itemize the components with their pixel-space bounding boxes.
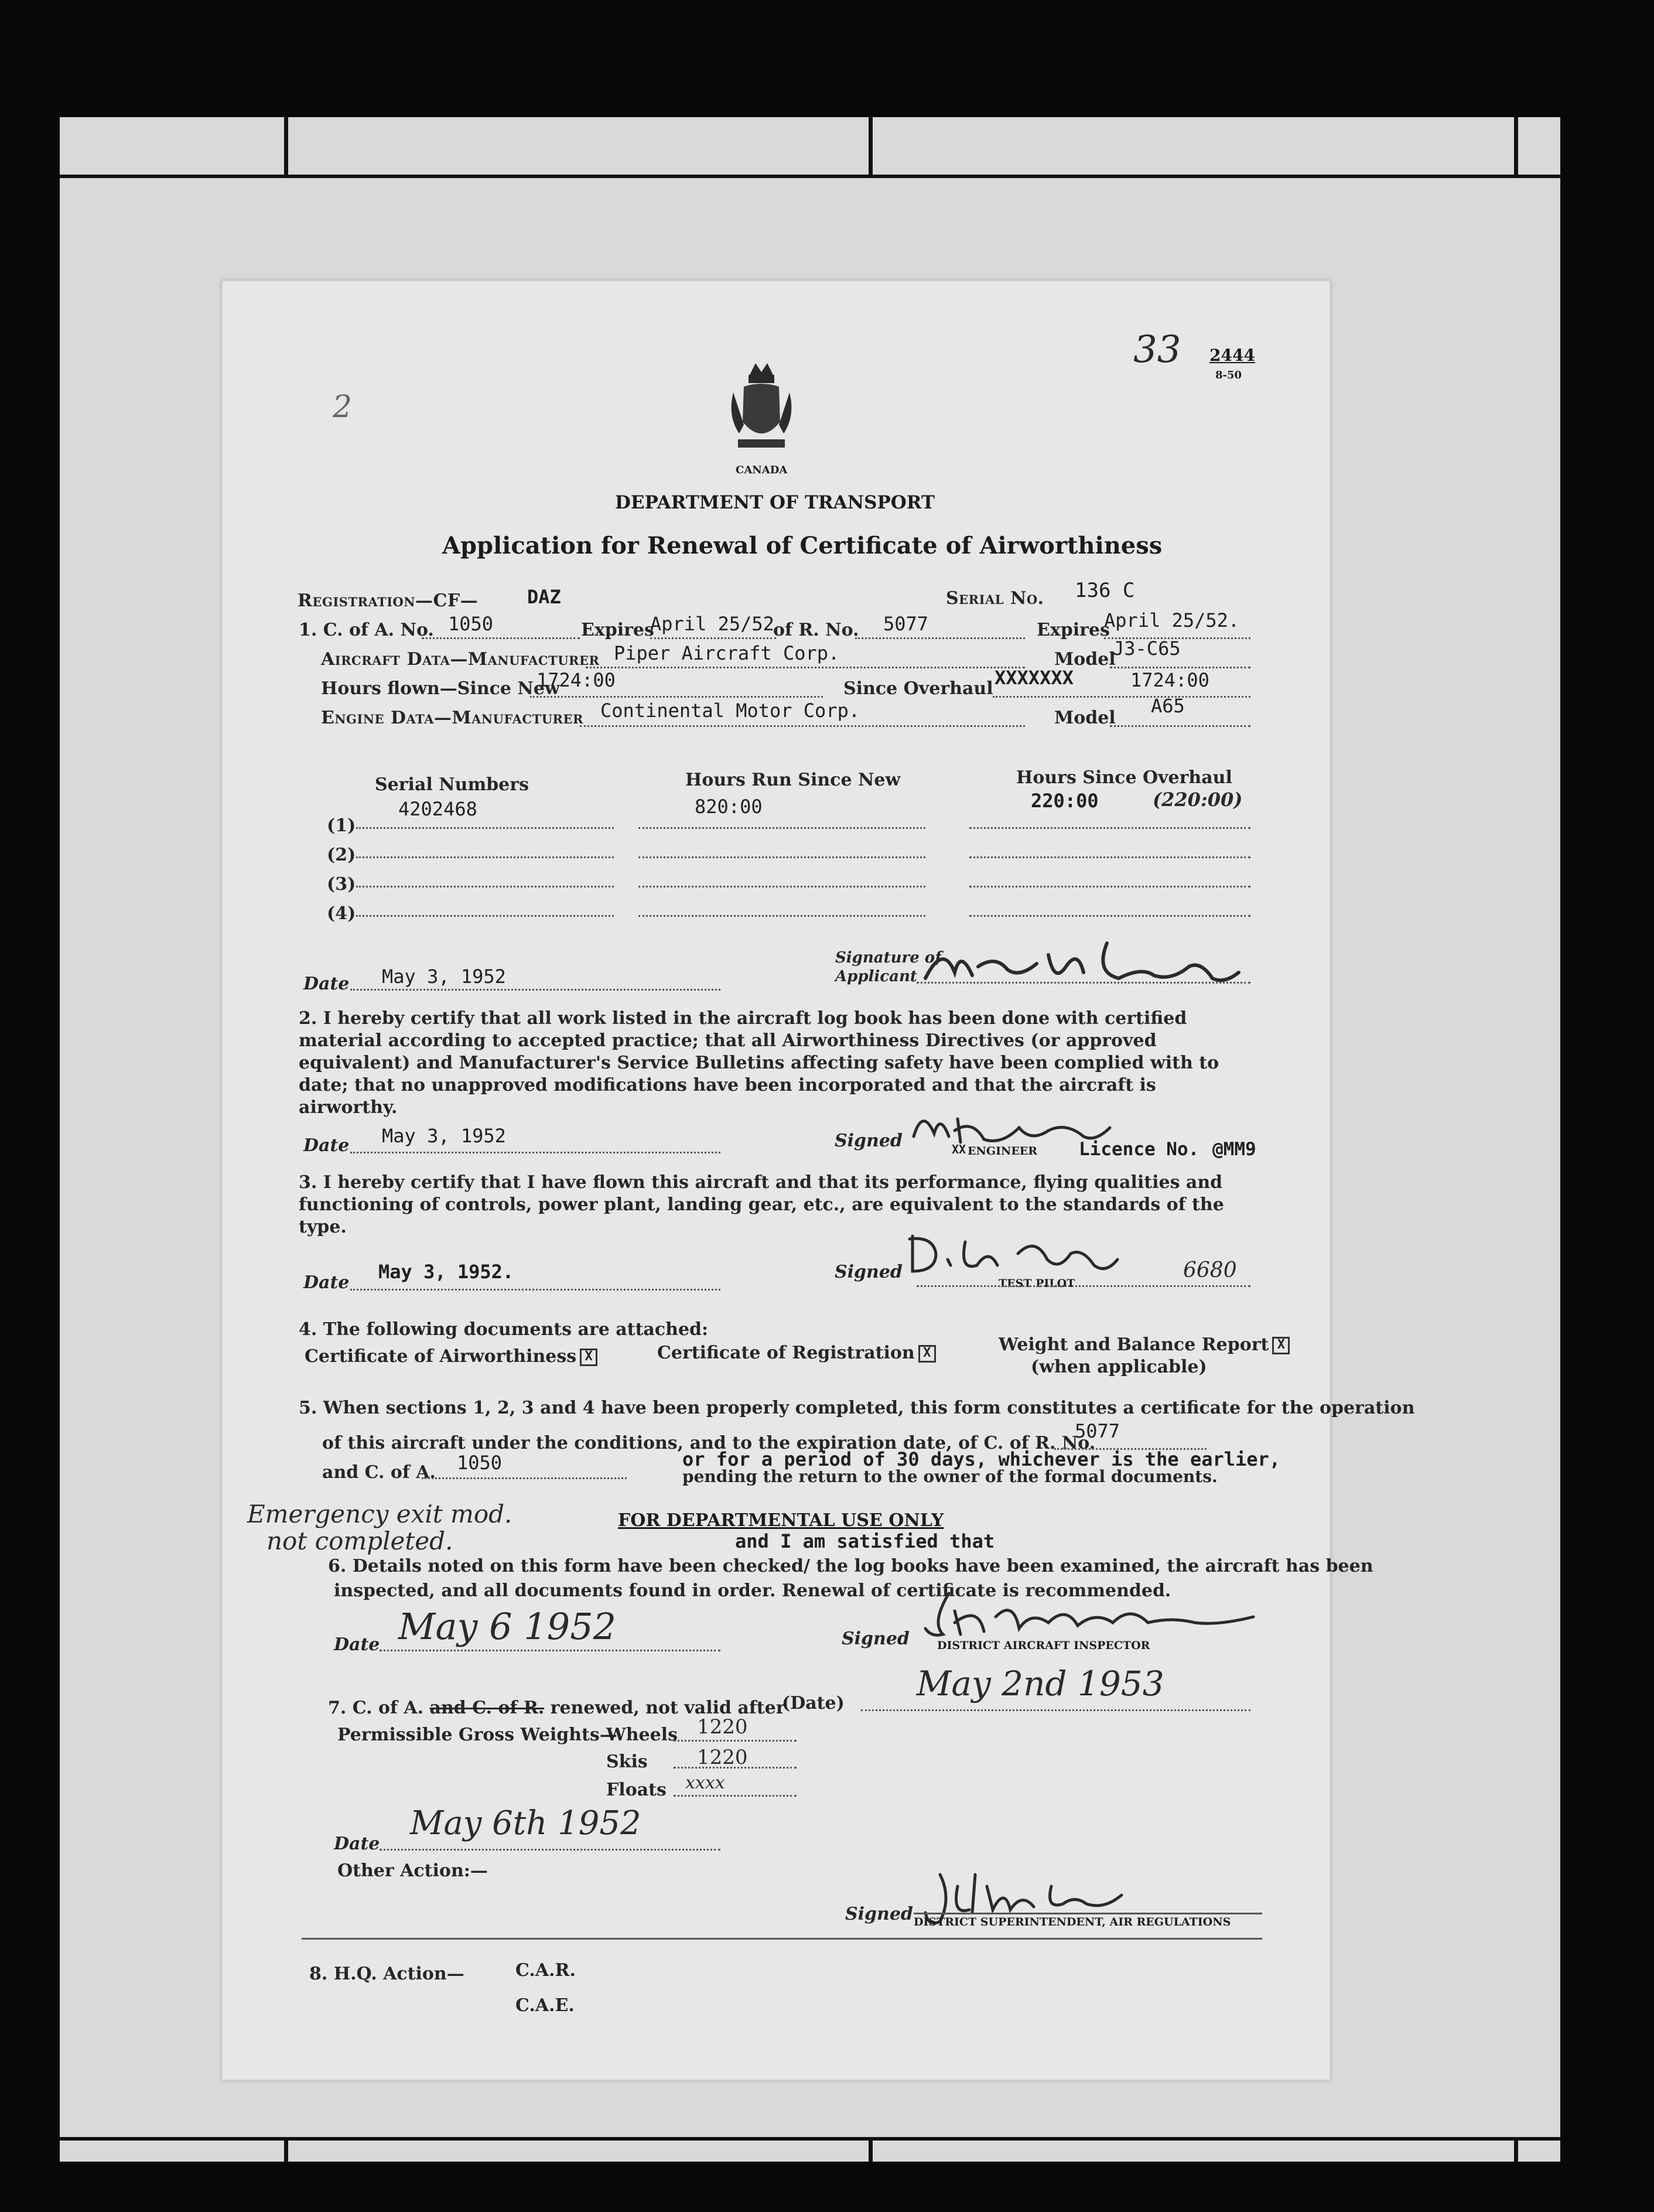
wheels-label: Wheels — [606, 1725, 678, 1745]
frame-line — [1514, 117, 1518, 176]
serial-value: 136 C — [1075, 579, 1135, 602]
skis-label: Skis — [606, 1752, 648, 1772]
frame-line — [869, 117, 873, 176]
frame-line — [284, 117, 288, 176]
date-value-7: May 6th 1952 — [410, 1804, 641, 1842]
department-title: DEPARTMENT OF TRANSPORT — [615, 492, 935, 513]
registration-label: Registration—CF— — [298, 590, 479, 611]
engine-manufacturer-value: Continental Motor Corp. — [600, 699, 860, 722]
section7-renewed: renewed, not valid after — [550, 1698, 785, 1718]
cr-value: 5077 — [883, 613, 929, 635]
frame-line — [284, 2137, 288, 2162]
signed-label-7: Signed — [845, 1904, 913, 1924]
row-number-3: (3) — [327, 874, 356, 895]
section7-date-paren: (Date) — [782, 1693, 845, 1713]
handwritten-mark: 2 — [333, 390, 353, 425]
date-label-2: Date — [303, 1135, 350, 1156]
date-value-6: May 6 1952 — [398, 1605, 617, 1648]
section6-line2: inspected, and all documents found in order. Renewal of certificate is recommended. — [334, 1581, 1171, 1601]
handwritten-note-2: not completed. — [266, 1527, 453, 1555]
frame-line — [60, 175, 1560, 178]
form-number: 2444 — [1209, 346, 1255, 365]
inspector-label: DISTRICT AIRCRAFT INSPECTOR — [937, 1639, 1150, 1652]
hq-action-label: 8. H.Q. Action— — [309, 1964, 464, 1984]
floats-label: Floats — [606, 1780, 667, 1800]
engine-data-label: Engine Data—Manufacturer — [321, 708, 583, 728]
col-hours-run: Hours Run Since New — [685, 770, 901, 790]
section4-text: 4. The following documents are attached: — [299, 1319, 709, 1340]
applicant-label: Applicant — [835, 968, 917, 985]
renew-date: May 2nd 1953 — [917, 1664, 1164, 1704]
doc-weight-balance — [999, 1334, 1290, 1355]
signature-of-label: Signature of — [835, 949, 942, 967]
run-row-1: 820:00 — [695, 796, 763, 818]
test-pilot-label: TEST PILOT — [999, 1277, 1075, 1290]
expires-label-2: Expires — [1037, 620, 1110, 640]
doc1-checkbox[interactable]: X — [580, 1349, 597, 1366]
section5-ca-value: 1050 — [457, 1452, 503, 1474]
departmental-heading: FOR DEPARTMENTAL USE ONLY — [618, 1510, 944, 1531]
floats-value: xxxx — [685, 1773, 725, 1793]
section2-certification-text: 2. I hereby certify that all work listed in the aircraft log book has been done with certified material according to accepted practice; that all Airworthiness Directives (or approved equivalent) and Manufacturer's Service Bulletins affecting safety have been complied with to date; that no unapproved modifications have been incorporated and that the aircraft is airworthy. — [299, 1008, 1219, 1118]
pilot-number: 6680 — [1183, 1258, 1237, 1282]
frame-line — [869, 2137, 873, 2162]
expires-label-1: Expires — [581, 620, 654, 640]
form-title: Application for Renewal of Certificate of Airworthiness — [442, 532, 1163, 559]
expires-value-2: April 25/52. — [1104, 609, 1240, 631]
row-number-2: (2) — [327, 845, 356, 865]
doc2-label: Certificate of Registration — [657, 1343, 915, 1363]
section7-ca: 7. C. of A. — [328, 1698, 424, 1718]
section5-line3: and C. of A. — [322, 1462, 436, 1483]
serial-row-1: 4202468 — [398, 798, 477, 820]
ca-value: 1050 — [448, 613, 494, 635]
inspector-signature — [914, 1582, 1265, 1646]
section7-struck: and C. of R. — [429, 1698, 545, 1718]
date-value-3: May 3, 1952. — [378, 1261, 514, 1283]
frame-line — [1514, 2137, 1518, 2162]
section5-typed-or: or for a period of 30 days, whichever is the earlier, — [682, 1448, 1281, 1470]
section5-line1: 5. When sections 1, 2, 3 and 4 have been properly completed, this form constitutes a certificate for the operation — [299, 1398, 1415, 1418]
form-paper — [221, 280, 1415, 2081]
engineer-prefix: XX — [952, 1142, 966, 1156]
date-label-3: Date — [303, 1272, 350, 1293]
model-value: J3-C65 — [1113, 637, 1181, 660]
registration-value: DAZ — [527, 586, 561, 608]
handwritten-note-1: Emergency exit mod. — [247, 1500, 512, 1528]
section6-line1: 6. Details noted on this form have been checked/ the log books have been examined, the aircraft has been — [328, 1556, 1373, 1576]
other-action-label: Other Action:— — [337, 1861, 488, 1881]
col-hours-overhaul: Hours Since Overhaul — [1016, 767, 1232, 788]
doc3-label: Weight and Balance Report — [999, 1334, 1269, 1355]
date-label-1: Date — [303, 974, 350, 994]
engine-model-label: Model — [1054, 708, 1116, 728]
signed-label-3: Signed — [835, 1262, 903, 1282]
handwritten-number: 33 — [1133, 328, 1181, 371]
date-label-7: Date — [334, 1834, 380, 1854]
departmental-typed-insert: and I am satisfied that — [735, 1530, 995, 1552]
wheels-value: 1220 — [697, 1715, 748, 1739]
engine-model-value: A65 — [1151, 695, 1185, 717]
hours-flown-value: 1724:00 — [536, 669, 616, 691]
applicant-signature — [920, 931, 1248, 996]
ca-label: 1. C. of A. No. — [299, 620, 434, 640]
hours-flown-label: Hours flown—Since New — [321, 678, 560, 699]
overhaul-row-1-note: (220:00) — [1153, 788, 1243, 811]
date-value-2: May 3, 1952 — [382, 1125, 506, 1147]
since-overhaul-struck: XXXXXXX — [995, 667, 1074, 689]
weights-label: Permissible Gross Weights— — [337, 1725, 617, 1745]
overhaul-row-1: 220:00 — [1031, 790, 1099, 812]
aircraft-data-label: Aircraft Data—Manufacturer — [321, 649, 600, 670]
date-label-6: Date — [334, 1634, 380, 1655]
expires-value-1: April 25/52 — [650, 613, 774, 635]
doc2-checkbox[interactable]: X — [918, 1345, 936, 1363]
serial-label: Serial No. — [946, 588, 1044, 609]
divider-line — [302, 1938, 1262, 1940]
doc1-label: Certificate of Airworthiness — [305, 1346, 577, 1367]
since-overhaul-value: 1724:00 — [1130, 669, 1209, 691]
section5-line2: of this aircraft under the conditions, and to the expiration date, of C. of R. No. — [322, 1433, 1096, 1453]
row-number-1: (1) — [327, 815, 356, 836]
signed-label-2: Signed — [835, 1131, 903, 1151]
cae-label: C.A.E. — [515, 1995, 575, 2016]
cr-label: of R. No. — [773, 620, 859, 640]
date-value-1: May 3, 1952 — [382, 965, 506, 988]
engineer-label: ENGINEER — [968, 1145, 1038, 1158]
car-label: C.A.R. — [515, 1960, 576, 1981]
doc-certificate-airworthiness — [305, 1346, 597, 1367]
licence-value: @MM9 — [1212, 1139, 1256, 1160]
form-revision: 8-50 — [1215, 369, 1242, 381]
col-serial-numbers: Serial Numbers — [375, 774, 529, 795]
licence-label: Licence No. — [1079, 1139, 1200, 1160]
superintendent-label: DISTRICT SUPERINTENDENT, AIR REGULATIONS — [914, 1916, 1231, 1928]
section3-certification-text: 3. I hereby certify that I have flown this aircraft and that its performance, flying qualities and functioning of controls, power plant, landing gear, etc., are equivalent to the standards of the type. — [299, 1172, 1224, 1237]
signed-label-6: Signed — [842, 1629, 910, 1649]
model-label: Model — [1054, 649, 1116, 670]
skis-value: 1220 — [697, 1746, 748, 1769]
signature-line — [914, 1913, 1262, 1914]
canada-coat-of-arms-icon — [726, 357, 797, 463]
since-overhaul-label: Since Overhaul — [843, 678, 993, 699]
test-pilot-signature — [901, 1224, 1170, 1283]
doc3-note: (when applicable) — [1031, 1357, 1207, 1377]
doc3-checkbox[interactable]: X — [1272, 1337, 1290, 1354]
country-label: CANADA — [736, 464, 788, 476]
section5-cr-value: 5077 — [1075, 1420, 1120, 1442]
doc-certificate-registration — [657, 1343, 936, 1363]
aircraft-manufacturer-value: Piper Aircraft Corp. — [614, 642, 840, 664]
row-number-4: (4) — [327, 903, 356, 924]
section5-pending: pending the return to the owner of the formal documents. — [682, 1467, 1218, 1486]
